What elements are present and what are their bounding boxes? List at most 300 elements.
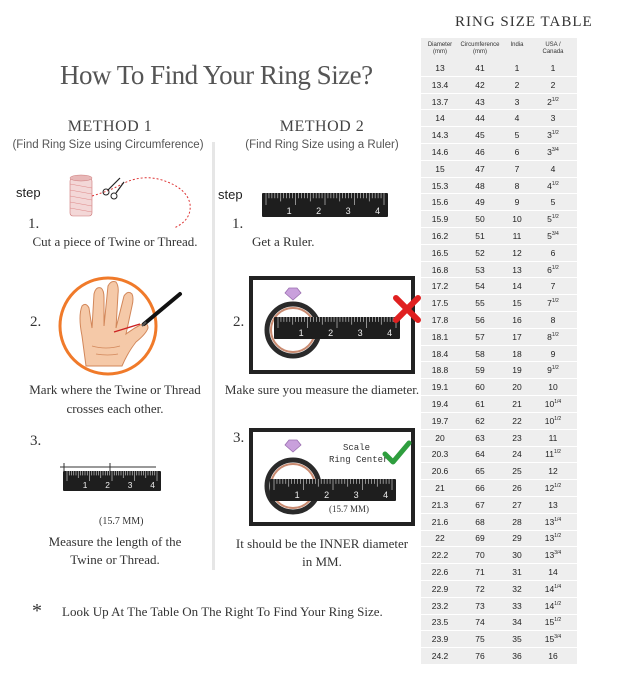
table-row: [421, 262, 577, 279]
table-row: [421, 346, 577, 363]
cell-india: 27: [512, 499, 522, 510]
cell-india: 17: [512, 331, 522, 342]
method1-subheading: (Find Ring Size using Circumference): [12, 139, 204, 151]
cell-india: 7: [514, 163, 520, 174]
scale-label: Scale: [343, 443, 371, 453]
method2-step1-number: 1.: [232, 216, 244, 232]
table-row: [421, 94, 577, 111]
usa-size-fraction: 1/4: [554, 584, 562, 591]
usa-size-whole: 10: [548, 382, 558, 393]
cell-usa-canada: [533, 63, 573, 73]
cell-usa-canada: [533, 248, 573, 258]
cell-circumference: 54: [475, 281, 485, 292]
cell-circumference: 66: [475, 483, 485, 494]
cell-usa-canada: [533, 416, 573, 426]
cell-india: 36: [512, 651, 522, 662]
cell-india: 22: [512, 415, 522, 426]
method1-measure-label: (15.7 MM): [99, 516, 144, 527]
method1-step3-number: 3.: [30, 433, 42, 449]
cell-india: 21: [512, 399, 522, 409]
cell-usa-canada: [533, 567, 573, 577]
table-row: [421, 60, 577, 77]
cell-diameter: 18.4: [431, 348, 449, 359]
ring-center-label: Ring Center: [329, 455, 389, 465]
cell-diameter: 18.8: [431, 365, 449, 376]
usa-size-fraction: 1/2: [551, 214, 559, 221]
usa-size-whole: 11: [548, 432, 558, 443]
table-row: [421, 144, 577, 161]
cell-circumference: 72: [475, 583, 485, 594]
cell-circumference: 47: [475, 163, 485, 174]
cell-circumference: 76: [475, 651, 485, 662]
cell-usa-canada: [533, 113, 573, 123]
table-row: [421, 178, 577, 195]
cell-circumference: 51: [475, 230, 485, 241]
cell-usa-canada: [533, 365, 573, 375]
usa-size-fraction: 3/4: [554, 550, 562, 557]
cell-diameter: 14.3: [431, 130, 449, 141]
cell-circumference: 68: [475, 516, 485, 527]
ruler-tick-label: 3: [357, 328, 363, 338]
usa-size-whole: 16: [548, 651, 558, 662]
cell-usa-canada: [533, 651, 573, 661]
cell-diameter: 19.7: [431, 415, 449, 426]
cell-india: 11: [512, 230, 522, 241]
table-row: [421, 581, 577, 598]
cell-circumference: 74: [475, 617, 485, 628]
cell-india: 23: [512, 432, 522, 443]
method1-step1-number: 1.: [28, 216, 40, 232]
usa-size-fraction: 3/4: [551, 147, 559, 154]
cell-india: 34: [512, 617, 522, 628]
usa-size-fraction: 1/4: [554, 516, 562, 523]
cell-usa-canada: [533, 231, 573, 241]
table-row: [421, 396, 577, 413]
cell-india: 32: [512, 583, 522, 594]
usa-size-whole: 14: [544, 583, 555, 594]
usa-size-whole: 15: [544, 634, 555, 645]
cell-diameter: 17.2: [431, 281, 449, 292]
cell-circumference: 70: [475, 550, 485, 561]
cell-india: 35: [512, 634, 522, 645]
usa-size-fraction: 1/4: [554, 399, 562, 406]
cell-circumference: 69: [475, 533, 485, 544]
cell-circumference: 61: [475, 399, 485, 409]
cell-usa-canada: [533, 332, 573, 342]
cell-usa-canada: [533, 382, 573, 392]
usa-size-whole: 5: [550, 197, 556, 208]
cell-diameter: 20: [435, 432, 445, 443]
cell-diameter: 14.6: [431, 146, 449, 157]
usa-size-whole: 13: [544, 533, 555, 544]
cell-diameter: 19.4: [431, 399, 449, 409]
footer-note: Look Up At The Table On The Right To Find Your Ring Size.: [62, 604, 383, 619]
ruler-tick-label: 4: [150, 480, 155, 490]
cell-india: 2: [514, 79, 520, 90]
cell-diameter: 13.7: [431, 96, 449, 107]
cell-diameter: 16.2: [431, 230, 449, 241]
cell-diameter: 16.8: [431, 264, 449, 275]
cell-diameter: 18.1: [431, 331, 449, 342]
usa-size-whole: 9: [547, 365, 552, 376]
ruler-step1: [262, 193, 388, 217]
cell-circumference: 53: [475, 264, 485, 275]
usa-size-whole: 3: [550, 113, 556, 124]
cell-diameter: 23.9: [431, 634, 449, 645]
cell-diameter: 13: [435, 62, 445, 73]
thread-line: [58, 458, 158, 466]
usa-size-fraction: 1/2: [551, 264, 559, 271]
cell-circumference: 59: [475, 365, 485, 376]
cell-diameter: 21.6: [431, 516, 449, 527]
cell-circumference: 73: [475, 600, 485, 611]
table-row: [421, 127, 577, 144]
cell-circumference: 52: [475, 247, 485, 258]
cell-diameter: 21.3: [431, 499, 449, 510]
usa-size-whole: 12: [548, 466, 558, 477]
cell-diameter: 14: [435, 113, 445, 124]
usa-size-fraction: 1/2: [551, 180, 559, 187]
column-divider: [212, 142, 215, 570]
ruler-tick-label: 4: [387, 328, 393, 338]
ruler-tick-label: 1: [286, 206, 292, 216]
ring-size-table: [421, 38, 577, 665]
usa-size-fraction: 1/2: [554, 617, 562, 624]
cell-india: 24: [512, 449, 522, 460]
table-row: [421, 430, 577, 447]
table-row: [421, 631, 577, 648]
cell-india: 14: [512, 281, 522, 292]
table-row: [421, 413, 577, 430]
usa-size-fraction: 1/2: [551, 130, 559, 137]
method2-heading: METHOD 2: [279, 118, 365, 135]
table-row: [421, 480, 577, 497]
cell-diameter: 15.3: [431, 180, 449, 191]
header-usa-canada: USA / Canada: [542, 42, 564, 55]
method2-step3-caption-line2: in MM.: [302, 554, 342, 569]
method1-step2-number: 2.: [30, 314, 42, 330]
page-title: How To Find Your Ring Size?: [60, 60, 373, 90]
cell-diameter: 17.8: [431, 314, 449, 325]
cell-india: 8: [514, 180, 520, 191]
table-row: [421, 379, 577, 396]
cell-usa-canada: [533, 399, 573, 409]
table-row: [421, 161, 577, 178]
cell-india: 31: [512, 567, 522, 578]
method2-step2-caption: Make sure you measure the diameter.: [224, 382, 420, 397]
header-circumference: Circumference (mm): [460, 42, 500, 55]
usa-size-fraction: 1/2: [554, 533, 562, 540]
method2-step2-number: 2.: [233, 314, 245, 330]
cell-circumference: 48: [475, 180, 485, 191]
cell-circumference: 67: [475, 499, 485, 510]
usa-size-fraction: 1/2: [551, 331, 559, 338]
usa-size-whole: 14: [548, 567, 558, 578]
usa-size-whole: 12: [544, 483, 555, 494]
ruler-tick-label: 3: [127, 480, 133, 490]
method1-step3-caption-line2: Twine or Thread.: [70, 552, 160, 567]
thread-spool-illustration: [62, 170, 202, 230]
ruler-step2: [274, 317, 400, 339]
ruler-tick-label: 4: [383, 490, 389, 500]
cell-diameter: 22.9: [431, 583, 449, 594]
cell-india: 9: [514, 197, 520, 208]
cell-circumference: 41: [475, 62, 485, 73]
cell-india: 12: [512, 247, 522, 258]
usa-size-fraction: 1/2: [554, 600, 562, 607]
cell-circumference: 45: [475, 130, 485, 141]
gem-icon: [285, 440, 301, 452]
ruler-tick-label: 1: [294, 490, 300, 500]
cell-usa-canada: [533, 533, 573, 543]
usa-size-whole: 7: [550, 281, 556, 292]
table-row: [421, 514, 577, 531]
table-row: [421, 598, 577, 615]
usa-size-whole: 10: [544, 415, 555, 426]
cell-usa-canada: [533, 617, 573, 627]
usa-size-whole: 2: [547, 96, 552, 107]
cell-india: 19: [512, 365, 522, 376]
cell-usa-canada: [533, 349, 573, 359]
wrong-x-icon: [392, 294, 422, 324]
table-row: [421, 615, 577, 632]
cell-circumference: 43: [475, 96, 485, 107]
method2-step3-caption-line1: It should be the INNER diameter: [235, 536, 409, 551]
check-icon: [382, 440, 412, 466]
usa-size-whole: 4: [550, 163, 556, 174]
cell-india: 29: [512, 533, 522, 544]
cell-usa-canada: [533, 80, 573, 90]
cell-india: 28: [512, 516, 522, 527]
cell-india: 18: [512, 348, 522, 359]
cell-india: 26: [512, 483, 522, 494]
cell-usa-canada: [533, 164, 573, 174]
cell-usa-canada: [533, 584, 573, 594]
cell-diameter: 19.1: [431, 382, 449, 393]
cell-india: 4: [514, 113, 520, 124]
cell-circumference: 44: [475, 113, 485, 124]
cell-circumference: 49: [475, 197, 485, 208]
cell-usa-canada: [533, 130, 573, 140]
usa-size-fraction: 1/2: [551, 298, 559, 305]
asterisk-icon: *: [32, 600, 42, 622]
usa-size-whole: 6: [547, 264, 552, 275]
usa-size-whole: 13: [544, 550, 555, 561]
wrong-measure-frame: [249, 276, 415, 374]
usa-size-whole: 9: [550, 348, 556, 359]
cell-india: 30: [512, 550, 522, 561]
header-india: India: [510, 42, 524, 48]
cell-circumference: 71: [475, 567, 485, 578]
method1-step-label: step: [16, 185, 41, 200]
cell-usa-canada: [533, 449, 573, 459]
cell-circumference: 46: [475, 146, 485, 157]
cell-usa-canada: [533, 315, 573, 325]
cell-diameter: 20.3: [431, 449, 449, 460]
usa-size-fraction: 1/2: [551, 365, 559, 372]
method2-step-label: step: [218, 187, 243, 202]
method2-measure-label: (15.7 MM): [329, 504, 369, 514]
cell-circumference: 64: [475, 449, 485, 460]
cell-usa-canada: [533, 517, 573, 527]
cell-diameter: 16.5: [431, 247, 449, 258]
usa-size-whole: 14: [544, 600, 555, 611]
usa-size-whole: 5: [547, 214, 552, 225]
cell-usa-canada: [533, 181, 573, 191]
ruler-tick-label: 3: [345, 206, 351, 216]
ruler-tick-label: 2: [324, 490, 330, 500]
cell-india: 15: [512, 298, 522, 309]
method1-step3-caption-line1: Measure the length of the: [48, 534, 182, 549]
usa-size-whole: 8: [547, 331, 552, 342]
cell-diameter: 23.2: [431, 600, 449, 611]
cell-india: 1: [514, 62, 520, 73]
cell-circumference: 55: [475, 298, 485, 309]
cell-diameter: 21: [435, 483, 445, 494]
cell-diameter: 15.9: [431, 214, 449, 225]
cell-circumference: 75: [475, 634, 485, 645]
usa-size-fraction: 3/4: [554, 634, 562, 641]
ruler-tick-label: 2: [316, 206, 322, 216]
cell-usa-canada: [533, 466, 573, 476]
method2-subheading: (Find Ring Size using a Ruler): [245, 139, 399, 151]
cell-usa-canada: [533, 214, 573, 224]
table-row: [421, 278, 577, 295]
cell-usa-canada: [533, 433, 573, 443]
cell-usa-canada: [533, 147, 573, 157]
method2-step1-caption: Get a Ruler.: [252, 234, 315, 249]
cell-india: 10: [512, 214, 522, 225]
cell-diameter: 22.2: [431, 550, 449, 561]
cell-india: 3: [514, 96, 520, 107]
header-diameter: Diameter (mm): [427, 42, 453, 55]
table-row: [421, 312, 577, 329]
table-title: RING SIZE TABLE: [455, 14, 593, 30]
usa-size-whole: 13: [544, 516, 555, 527]
cell-india: 13: [512, 264, 522, 275]
table-row: [421, 547, 577, 564]
method2-step3-number: 3.: [233, 430, 245, 446]
usa-size-whole: 13: [548, 499, 558, 510]
table-row: [421, 564, 577, 581]
cell-usa-canada: [533, 281, 573, 291]
cell-usa-canada: [533, 634, 573, 644]
table-row: [421, 245, 577, 262]
usa-size-whole: 2: [550, 79, 556, 90]
hand-illustration: [56, 276, 186, 381]
cell-circumference: 56: [475, 314, 485, 325]
cell-circumference: 57: [475, 331, 485, 342]
ruler-tick-label: 2: [328, 328, 334, 338]
usa-size-fraction: 1/2: [554, 483, 562, 490]
table-row: [421, 648, 577, 665]
scissors-icon: [103, 178, 124, 199]
usa-size-whole: 10: [544, 399, 555, 409]
cell-usa-canada: [533, 197, 573, 207]
table-row: [421, 363, 577, 380]
usa-size-whole: 7: [547, 298, 552, 309]
table-row: [421, 295, 577, 312]
cell-india: 5: [514, 130, 520, 141]
usa-size-fraction: 1/2: [551, 96, 559, 103]
cell-usa-canada: [533, 298, 573, 308]
cell-usa-canada: [533, 500, 573, 510]
method1-step2-caption-line2: crosses each other.: [66, 401, 164, 416]
table-row: [421, 463, 577, 480]
usa-size-whole: 6: [550, 247, 556, 258]
table-row: [421, 329, 577, 346]
table-header: [421, 38, 577, 60]
cell-diameter: 23.5: [431, 617, 449, 628]
cell-diameter: 22.6: [431, 567, 449, 578]
table-row: [421, 497, 577, 514]
ruler-tick-label: 4: [375, 206, 381, 216]
ruler-tick-label: 2: [105, 480, 110, 490]
table-row: [421, 447, 577, 464]
cell-india: 25: [512, 466, 522, 477]
cell-india: 20: [512, 382, 522, 393]
cell-india: 6: [514, 146, 520, 157]
usa-size-whole: 11: [545, 449, 554, 460]
cell-diameter: 24.2: [431, 651, 449, 662]
table-row: [421, 194, 577, 211]
cell-circumference: 63: [475, 432, 485, 443]
cell-usa-canada: [533, 97, 573, 107]
method1-step2-caption-line1: Mark where the Twine or Thread: [29, 382, 201, 397]
ruler-step3b: [270, 479, 396, 501]
ruler-tick-label: 1: [298, 328, 304, 338]
cell-diameter: 13.4: [431, 79, 449, 90]
cell-diameter: 22: [435, 533, 445, 544]
method1-heading: METHOD 1: [67, 118, 153, 135]
usa-size-whole: 4: [547, 180, 552, 191]
usa-size-whole: 8: [550, 314, 556, 325]
cell-india: 16: [512, 314, 522, 325]
ruler-tick-label: 3: [353, 490, 359, 500]
cell-usa-canada: [533, 601, 573, 611]
cell-usa-canada: [533, 483, 573, 493]
cell-usa-canada: [533, 550, 573, 560]
gem-icon: [285, 288, 301, 300]
cell-circumference: 62: [475, 415, 485, 426]
usa-size-fraction: 3/4: [551, 231, 559, 238]
cell-circumference: 58: [475, 348, 485, 359]
table-row: [421, 110, 577, 127]
usa-size-fraction: 1/2: [553, 449, 561, 456]
ruler-tick-label: 1: [82, 480, 88, 490]
cell-india: 33: [512, 600, 522, 611]
usa-size-whole: 15: [544, 617, 555, 628]
cell-diameter: 15.6: [431, 197, 449, 208]
cell-usa-canada: [533, 265, 573, 275]
usa-size-whole: 3: [547, 130, 552, 141]
table-row: [421, 77, 577, 94]
usa-size-whole: 3: [547, 146, 552, 157]
method1-step1-caption: Cut a piece of Twine or Thread.: [32, 234, 198, 249]
table-row: [421, 211, 577, 228]
usa-size-whole: 1: [550, 62, 556, 73]
usa-size-fraction: 1/2: [554, 415, 562, 422]
cell-circumference: 50: [475, 214, 485, 225]
table-row: [421, 531, 577, 548]
cell-circumference: 60: [475, 382, 485, 393]
cell-diameter: 15: [435, 163, 445, 174]
cell-circumference: 65: [475, 466, 485, 477]
table-row: [421, 228, 577, 245]
cell-diameter: 20.6: [431, 466, 449, 477]
ruler-step3: [63, 471, 161, 491]
cell-diameter: 17.5: [431, 298, 449, 309]
